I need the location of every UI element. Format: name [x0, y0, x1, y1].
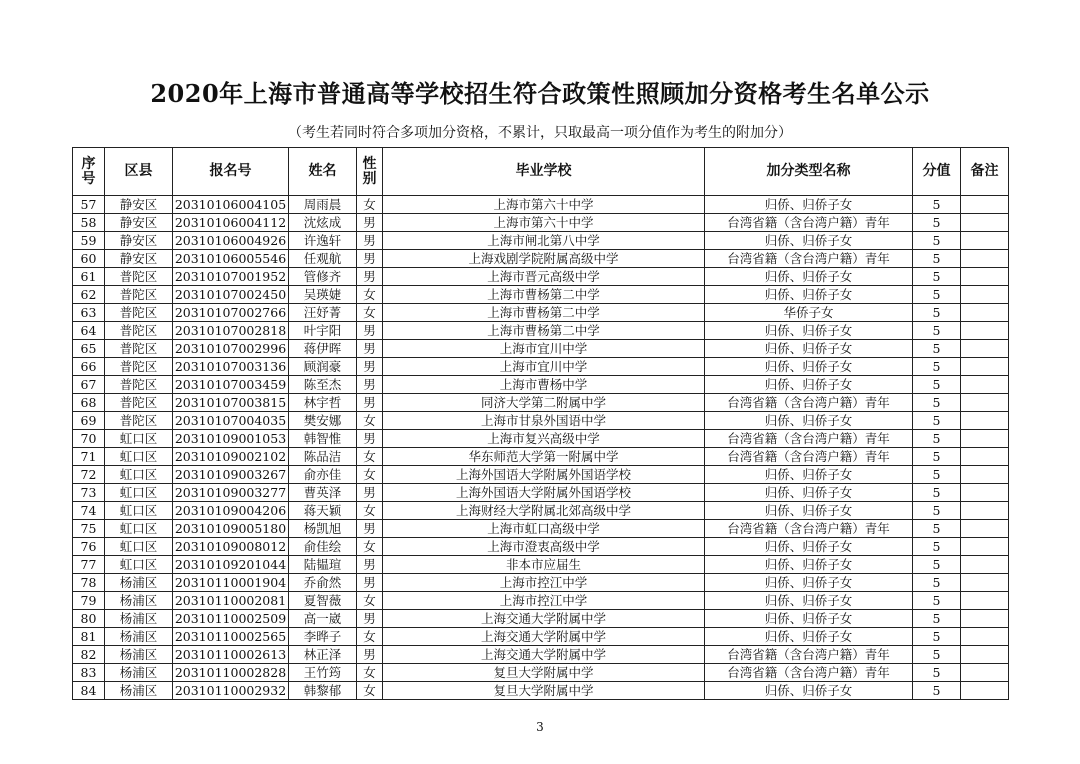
cell-district: 虹口区 [105, 502, 173, 520]
cell-district: 虹口区 [105, 430, 173, 448]
cell-score: 5 [913, 376, 961, 394]
cell-name: 叶宇阳 [289, 322, 357, 340]
table-row [73, 592, 1009, 610]
cell-remarks [961, 646, 1009, 664]
cell-gender: 女 [357, 628, 383, 646]
cell-bonus-type: 归侨、归侨子女 [705, 286, 913, 304]
table-row [73, 664, 1009, 682]
cell-name: 沈炫成 [289, 214, 357, 232]
cell-index: 76 [73, 538, 105, 556]
cell-score: 5 [913, 340, 961, 358]
cell-registration-number: 20310110002932 [173, 682, 289, 700]
cell-registration-number: 20310110002565 [173, 628, 289, 646]
cell-remarks [961, 502, 1009, 520]
cell-score: 5 [913, 538, 961, 556]
cell-remarks [961, 250, 1009, 268]
cell-bonus-type: 台湾省籍（含台湾户籍）青年 [705, 664, 913, 682]
cell-gender: 女 [357, 286, 383, 304]
cell-gender: 女 [357, 448, 383, 466]
table-body [73, 196, 1009, 700]
cell-school: 上海戏剧学院附属高级中学 [383, 250, 705, 268]
cell-index: 74 [73, 502, 105, 520]
cell-remarks [961, 412, 1009, 430]
cell-score: 5 [913, 556, 961, 574]
cell-name: 夏智薇 [289, 592, 357, 610]
cell-score: 5 [913, 628, 961, 646]
cell-gender: 男 [357, 484, 383, 502]
table-row [73, 196, 1009, 214]
table-row [73, 394, 1009, 412]
cell-name: 陈品洁 [289, 448, 357, 466]
cell-bonus-type: 归侨、归侨子女 [705, 556, 913, 574]
cell-remarks [961, 682, 1009, 700]
cell-name: 周雨晨 [289, 196, 357, 214]
cell-index: 61 [73, 268, 105, 286]
cell-index: 84 [73, 682, 105, 700]
cell-bonus-type: 归侨、归侨子女 [705, 412, 913, 430]
header-name: 姓名 [289, 148, 357, 196]
cell-score: 5 [913, 484, 961, 502]
cell-remarks [961, 286, 1009, 304]
cell-score: 5 [913, 610, 961, 628]
table-row [73, 232, 1009, 250]
cell-gender: 男 [357, 232, 383, 250]
cell-school: 上海财经大学附属北郊高级中学 [383, 502, 705, 520]
cell-school: 同济大学第二附属中学 [383, 394, 705, 412]
cell-school: 复旦大学附属中学 [383, 664, 705, 682]
cell-district: 普陀区 [105, 412, 173, 430]
cell-bonus-type: 归侨、归侨子女 [705, 196, 913, 214]
cell-score: 5 [913, 448, 961, 466]
cell-bonus-type: 归侨、归侨子女 [705, 628, 913, 646]
table-row [73, 628, 1009, 646]
cell-name: 俞佳绘 [289, 538, 357, 556]
table-row [73, 682, 1009, 700]
cell-remarks [961, 358, 1009, 376]
cell-score: 5 [913, 430, 961, 448]
table-row [73, 502, 1009, 520]
cell-school: 非本市应届生 [383, 556, 705, 574]
cell-bonus-type: 归侨、归侨子女 [705, 358, 913, 376]
cell-school: 上海交通大学附属中学 [383, 628, 705, 646]
cell-registration-number: 20310107002818 [173, 322, 289, 340]
cell-name: 汪妤菁 [289, 304, 357, 322]
cell-bonus-type: 台湾省籍（含台湾户籍）青年 [705, 448, 913, 466]
cell-score: 5 [913, 682, 961, 700]
cell-name: 高一崴 [289, 610, 357, 628]
cell-name: 任观航 [289, 250, 357, 268]
cell-district: 普陀区 [105, 358, 173, 376]
cell-index: 72 [73, 466, 105, 484]
cell-score: 5 [913, 664, 961, 682]
cell-remarks [961, 340, 1009, 358]
table-row [73, 610, 1009, 628]
cell-score: 5 [913, 322, 961, 340]
cell-remarks [961, 196, 1009, 214]
cell-name: 杨凯旭 [289, 520, 357, 538]
cell-bonus-type: 归侨、归侨子女 [705, 592, 913, 610]
cell-registration-number: 20310110002509 [173, 610, 289, 628]
cell-index: 59 [73, 232, 105, 250]
cell-registration-number: 20310107004035 [173, 412, 289, 430]
table-row [73, 286, 1009, 304]
header-district: 区县 [105, 148, 173, 196]
table-row [73, 376, 1009, 394]
cell-remarks [961, 448, 1009, 466]
cell-remarks [961, 376, 1009, 394]
cell-registration-number: 20310110002828 [173, 664, 289, 682]
cell-remarks [961, 574, 1009, 592]
cell-registration-number: 20310107002450 [173, 286, 289, 304]
cell-name: 曹英泽 [289, 484, 357, 502]
cell-gender: 女 [357, 196, 383, 214]
table-row [73, 520, 1009, 538]
cell-name: 韩黎郁 [289, 682, 357, 700]
cell-index: 63 [73, 304, 105, 322]
cell-score: 5 [913, 214, 961, 232]
page-number: 3 [536, 720, 544, 734]
page-title: 2020年上海市普通高等学校招生符合政策性照顾加分资格考生名单公示 [150, 79, 930, 108]
table-row [73, 250, 1009, 268]
cell-bonus-type: 归侨、归侨子女 [705, 376, 913, 394]
cell-registration-number: 20310107001952 [173, 268, 289, 286]
table-row [73, 214, 1009, 232]
cell-gender: 女 [357, 304, 383, 322]
cell-bonus-type: 归侨、归侨子女 [705, 484, 913, 502]
cell-name: 林宇哲 [289, 394, 357, 412]
cell-remarks [961, 538, 1009, 556]
cell-registration-number: 20310107003459 [173, 376, 289, 394]
cell-score: 5 [913, 286, 961, 304]
cell-name: 顾润豪 [289, 358, 357, 376]
cell-index: 78 [73, 574, 105, 592]
cell-name: 林正泽 [289, 646, 357, 664]
cell-registration-number: 20310109201044 [173, 556, 289, 574]
cell-school: 上海市曹杨中学 [383, 376, 705, 394]
cell-registration-number: 20310106004105 [173, 196, 289, 214]
cell-index: 58 [73, 214, 105, 232]
cell-district: 虹口区 [105, 466, 173, 484]
table-row [73, 484, 1009, 502]
cell-gender: 男 [357, 268, 383, 286]
cell-gender: 男 [357, 610, 383, 628]
cell-school: 上海市宜川中学 [383, 340, 705, 358]
cell-index: 81 [73, 628, 105, 646]
cell-registration-number: 20310110002081 [173, 592, 289, 610]
table-row [73, 322, 1009, 340]
cell-score: 5 [913, 412, 961, 430]
cell-remarks [961, 484, 1009, 502]
cell-remarks [961, 232, 1009, 250]
cell-registration-number: 20310109003267 [173, 466, 289, 484]
header-row [73, 148, 1009, 196]
cell-score: 5 [913, 304, 961, 322]
cell-school: 上海市控江中学 [383, 592, 705, 610]
cell-remarks [961, 520, 1009, 538]
cell-gender: 女 [357, 592, 383, 610]
cell-school: 上海市甘泉外国语中学 [383, 412, 705, 430]
cell-district: 虹口区 [105, 520, 173, 538]
cell-registration-number: 20310107002766 [173, 304, 289, 322]
cell-remarks [961, 394, 1009, 412]
cell-district: 普陀区 [105, 286, 173, 304]
cell-name: 许逸轩 [289, 232, 357, 250]
cell-score: 5 [913, 592, 961, 610]
cell-registration-number: 20310107002996 [173, 340, 289, 358]
cell-index: 57 [73, 196, 105, 214]
cell-district: 普陀区 [105, 376, 173, 394]
cell-district: 杨浦区 [105, 664, 173, 682]
cell-score: 5 [913, 358, 961, 376]
cell-name: 蒋天颖 [289, 502, 357, 520]
cell-bonus-type: 归侨、归侨子女 [705, 610, 913, 628]
header-school: 毕业学校 [383, 148, 705, 196]
cell-name: 乔俞然 [289, 574, 357, 592]
header-bonus-type: 加分类型名称 [705, 148, 913, 196]
cell-registration-number: 20310106004926 [173, 232, 289, 250]
cell-gender: 男 [357, 340, 383, 358]
cell-gender: 男 [357, 574, 383, 592]
cell-school: 上海市复兴高级中学 [383, 430, 705, 448]
cell-school: 上海市曹杨第二中学 [383, 322, 705, 340]
cell-district: 静安区 [105, 196, 173, 214]
roster-table [72, 147, 1009, 700]
cell-district: 静安区 [105, 232, 173, 250]
cell-school: 上海交通大学附属中学 [383, 646, 705, 664]
cell-score: 5 [913, 574, 961, 592]
cell-index: 70 [73, 430, 105, 448]
cell-score: 5 [913, 502, 961, 520]
header-gender: 性别 [357, 148, 383, 196]
cell-registration-number: 20310110001904 [173, 574, 289, 592]
cell-school: 上海市第六十中学 [383, 196, 705, 214]
cell-gender: 男 [357, 430, 383, 448]
cell-name: 蒋伊晖 [289, 340, 357, 358]
cell-gender: 男 [357, 376, 383, 394]
cell-bonus-type: 归侨、归侨子女 [705, 232, 913, 250]
cell-gender: 男 [357, 358, 383, 376]
cell-remarks [961, 466, 1009, 484]
table-row [73, 556, 1009, 574]
cell-gender: 女 [357, 502, 383, 520]
cell-gender: 男 [357, 520, 383, 538]
header-index: 序号 [73, 148, 105, 196]
cell-district: 静安区 [105, 250, 173, 268]
cell-remarks [961, 592, 1009, 610]
cell-school: 上海市曹杨第二中学 [383, 304, 705, 322]
cell-school: 上海市控江中学 [383, 574, 705, 592]
cell-registration-number: 20310106005546 [173, 250, 289, 268]
cell-bonus-type: 归侨、归侨子女 [705, 466, 913, 484]
cell-index: 77 [73, 556, 105, 574]
cell-score: 5 [913, 520, 961, 538]
cell-district: 虹口区 [105, 538, 173, 556]
cell-school: 上海市第六十中学 [383, 214, 705, 232]
cell-name: 王竹筠 [289, 664, 357, 682]
header-remarks: 备注 [961, 148, 1009, 196]
cell-gender: 女 [357, 682, 383, 700]
cell-bonus-type: 台湾省籍（含台湾户籍）青年 [705, 646, 913, 664]
cell-school: 上海外国语大学附属外国语学校 [383, 466, 705, 484]
cell-name: 韩智惟 [289, 430, 357, 448]
cell-registration-number: 20310109005180 [173, 520, 289, 538]
cell-registration-number: 20310107003815 [173, 394, 289, 412]
cell-school: 上海交通大学附属中学 [383, 610, 705, 628]
cell-school: 上海市晋元高级中学 [383, 268, 705, 286]
cell-gender: 男 [357, 646, 383, 664]
cell-district: 虹口区 [105, 556, 173, 574]
table-row [73, 448, 1009, 466]
cell-index: 79 [73, 592, 105, 610]
cell-remarks [961, 304, 1009, 322]
cell-district: 杨浦区 [105, 574, 173, 592]
cell-index: 67 [73, 376, 105, 394]
cell-index: 73 [73, 484, 105, 502]
cell-registration-number: 20310109001053 [173, 430, 289, 448]
cell-score: 5 [913, 394, 961, 412]
cell-name: 陆韫瑄 [289, 556, 357, 574]
cell-gender: 女 [357, 466, 383, 484]
cell-name: 俞亦佳 [289, 466, 357, 484]
cell-gender: 女 [357, 664, 383, 682]
cell-bonus-type: 华侨子女 [705, 304, 913, 322]
cell-bonus-type: 归侨、归侨子女 [705, 268, 913, 286]
cell-index: 64 [73, 322, 105, 340]
cell-registration-number: 20310109004206 [173, 502, 289, 520]
cell-registration-number: 20310110002613 [173, 646, 289, 664]
table-row [73, 646, 1009, 664]
cell-bonus-type: 归侨、归侨子女 [705, 682, 913, 700]
cell-bonus-type: 归侨、归侨子女 [705, 574, 913, 592]
cell-bonus-type: 台湾省籍（含台湾户籍）青年 [705, 430, 913, 448]
cell-name: 管修齐 [289, 268, 357, 286]
cell-index: 60 [73, 250, 105, 268]
cell-registration-number: 20310107003136 [173, 358, 289, 376]
cell-remarks [961, 430, 1009, 448]
cell-index: 82 [73, 646, 105, 664]
cell-district: 杨浦区 [105, 628, 173, 646]
cell-district: 普陀区 [105, 340, 173, 358]
cell-remarks [961, 664, 1009, 682]
table-row [73, 340, 1009, 358]
cell-bonus-type: 台湾省籍（含台湾户籍）青年 [705, 250, 913, 268]
table-row [73, 358, 1009, 376]
cell-name: 樊安娜 [289, 412, 357, 430]
cell-school: 上海市虹口高级中学 [383, 520, 705, 538]
cell-registration-number: 20310109003277 [173, 484, 289, 502]
cell-index: 80 [73, 610, 105, 628]
cell-district: 静安区 [105, 214, 173, 232]
cell-remarks [961, 214, 1009, 232]
cell-gender: 女 [357, 412, 383, 430]
cell-bonus-type: 归侨、归侨子女 [705, 322, 913, 340]
cell-school: 上海市宜川中学 [383, 358, 705, 376]
header-registration-number: 报名号 [173, 148, 289, 196]
cell-index: 75 [73, 520, 105, 538]
cell-score: 5 [913, 232, 961, 250]
cell-bonus-type: 台湾省籍（含台湾户籍）青年 [705, 520, 913, 538]
cell-remarks [961, 268, 1009, 286]
cell-remarks [961, 610, 1009, 628]
cell-bonus-type: 台湾省籍（含台湾户籍）青年 [705, 394, 913, 412]
cell-remarks [961, 322, 1009, 340]
cell-index: 68 [73, 394, 105, 412]
cell-gender: 女 [357, 538, 383, 556]
table-header [73, 148, 1009, 196]
cell-registration-number: 20310109002102 [173, 448, 289, 466]
cell-district: 虹口区 [105, 448, 173, 466]
cell-district: 杨浦区 [105, 592, 173, 610]
cell-registration-number: 20310106004112 [173, 214, 289, 232]
cell-district: 普陀区 [105, 322, 173, 340]
cell-index: 83 [73, 664, 105, 682]
cell-bonus-type: 归侨、归侨子女 [705, 340, 913, 358]
cell-score: 5 [913, 646, 961, 664]
cell-name: 陈至杰 [289, 376, 357, 394]
table-row [73, 538, 1009, 556]
cell-gender: 男 [357, 394, 383, 412]
header-score: 分值 [913, 148, 961, 196]
cell-district: 普陀区 [105, 394, 173, 412]
table-row [73, 412, 1009, 430]
cell-gender: 男 [357, 250, 383, 268]
cell-district: 普陀区 [105, 268, 173, 286]
cell-registration-number: 20310109008012 [173, 538, 289, 556]
table-row [73, 466, 1009, 484]
cell-score: 5 [913, 466, 961, 484]
cell-gender: 男 [357, 556, 383, 574]
cell-school: 上海市澄衷高级中学 [383, 538, 705, 556]
cell-district: 普陀区 [105, 304, 173, 322]
cell-score: 5 [913, 268, 961, 286]
cell-school: 上海市闸北第八中学 [383, 232, 705, 250]
cell-index: 62 [73, 286, 105, 304]
cell-score: 5 [913, 196, 961, 214]
cell-district: 杨浦区 [105, 610, 173, 628]
cell-score: 5 [913, 250, 961, 268]
cell-name: 吴瑛婕 [289, 286, 357, 304]
cell-gender: 男 [357, 322, 383, 340]
cell-remarks [961, 628, 1009, 646]
page-subtitle: （考生若同时符合多项加分资格，不累计，只取最高一项分值作为考生的附加分） [288, 125, 792, 141]
cell-name: 李晔子 [289, 628, 357, 646]
table-row [73, 304, 1009, 322]
cell-bonus-type: 台湾省籍（含台湾户籍）青年 [705, 214, 913, 232]
cell-index: 66 [73, 358, 105, 376]
cell-index: 71 [73, 448, 105, 466]
cell-bonus-type: 归侨、归侨子女 [705, 538, 913, 556]
cell-district: 杨浦区 [105, 682, 173, 700]
cell-school: 上海外国语大学附属外国语学校 [383, 484, 705, 502]
cell-gender: 男 [357, 214, 383, 232]
cell-index: 69 [73, 412, 105, 430]
cell-district: 杨浦区 [105, 646, 173, 664]
cell-district: 虹口区 [105, 484, 173, 502]
cell-bonus-type: 归侨、归侨子女 [705, 502, 913, 520]
cell-school: 复旦大学附属中学 [383, 682, 705, 700]
cell-index: 65 [73, 340, 105, 358]
cell-school: 华东师范大学第一附属中学 [383, 448, 705, 466]
cell-remarks [961, 556, 1009, 574]
cell-school: 上海市曹杨第二中学 [383, 286, 705, 304]
table-row [73, 574, 1009, 592]
table-row [73, 430, 1009, 448]
table-row [73, 268, 1009, 286]
